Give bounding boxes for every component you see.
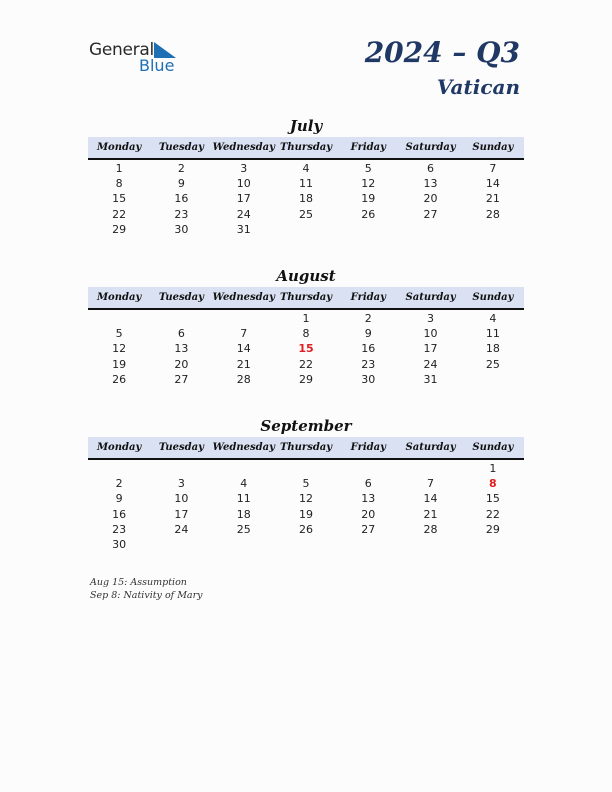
week-row xyxy=(88,491,524,506)
day-cell: 11 xyxy=(298,177,313,191)
day-cell: 16 xyxy=(174,192,189,206)
day-cell: 28 xyxy=(485,207,500,221)
week-row xyxy=(88,176,524,191)
day-cell: 4 xyxy=(302,162,310,175)
day-cell: 24 xyxy=(423,357,438,371)
day-cell xyxy=(275,461,337,476)
day-cell: 26 xyxy=(361,207,376,221)
day-cell: 9 xyxy=(364,327,372,341)
day-cell: 29 xyxy=(112,222,127,236)
day-cell: 22 xyxy=(485,507,500,521)
day-cell xyxy=(399,537,461,552)
day-cell: 21 xyxy=(236,357,251,371)
day-cell: 2 xyxy=(177,162,185,175)
month-name: July xyxy=(289,117,323,135)
day-cell: 4 xyxy=(489,312,497,325)
day-cell: 24 xyxy=(236,207,251,221)
day-cell: 14 xyxy=(423,492,438,506)
weekday-header-row xyxy=(88,137,524,160)
day-cell: 3 xyxy=(240,162,248,175)
day-cell: 15 xyxy=(485,492,500,506)
weekday-label: Friday xyxy=(350,142,386,153)
day-cell: 30 xyxy=(112,537,127,551)
holiday-notes xyxy=(90,576,203,602)
day-cell: 29 xyxy=(298,372,313,386)
week-row xyxy=(88,191,524,206)
day-cell xyxy=(337,461,399,476)
day-cell: 3 xyxy=(177,477,185,491)
day-cell: 8 xyxy=(115,177,123,191)
weekday-label: Thursday xyxy=(279,442,333,453)
day-cell: 31 xyxy=(236,222,251,236)
day-cell: 16 xyxy=(112,507,127,521)
weeks-grid xyxy=(88,160,524,237)
day-cell: 22 xyxy=(298,357,313,371)
day-cell: 10 xyxy=(174,492,189,506)
day-cell xyxy=(213,311,275,326)
day-cell: 10 xyxy=(236,177,251,191)
day-cell: 25 xyxy=(298,207,313,221)
day-cell: 9 xyxy=(115,492,123,506)
weekday-label: Sunday xyxy=(472,292,514,303)
day-cell xyxy=(337,537,399,552)
day-cell: 28 xyxy=(236,372,251,386)
day-cell xyxy=(275,537,337,552)
day-cell xyxy=(462,222,524,237)
day-cell: 13 xyxy=(423,177,438,191)
day-cell: 29 xyxy=(485,522,500,536)
week-row xyxy=(88,222,524,237)
day-cell: 6 xyxy=(177,327,185,341)
day-cell: 18 xyxy=(236,507,251,521)
day-cell: 27 xyxy=(174,372,189,386)
day-cell: 21 xyxy=(423,507,438,521)
holiday-note: Sep 8: Nativity of Mary xyxy=(90,590,203,601)
day-cell: 23 xyxy=(174,207,189,221)
day-cell: 15 xyxy=(112,192,127,206)
day-cell xyxy=(88,311,150,326)
day-cell: 2 xyxy=(115,477,123,491)
day-cell xyxy=(399,222,461,237)
month-name: September xyxy=(260,417,352,435)
weekday-label: Sunday xyxy=(472,142,514,153)
day-cell xyxy=(275,222,337,237)
weekday-label: Monday xyxy=(96,292,142,303)
weekday-label: Saturday xyxy=(405,442,456,453)
logo-general-text: General xyxy=(89,40,154,60)
day-cell xyxy=(150,311,212,326)
weekday-label: Thursday xyxy=(279,292,333,303)
week-row xyxy=(88,326,524,341)
week-row xyxy=(88,372,524,387)
day-cell: 3 xyxy=(427,312,435,325)
day-cell: 14 xyxy=(236,342,251,356)
day-cell: 21 xyxy=(485,192,500,206)
weeks-grid xyxy=(88,460,524,552)
day-cell: 10 xyxy=(423,327,438,341)
day-cell xyxy=(150,537,212,552)
day-cell: 20 xyxy=(361,507,376,521)
day-cell: 7 xyxy=(427,477,435,491)
week-row xyxy=(88,537,524,552)
day-cell: 31 xyxy=(423,372,438,386)
page-title: 2024 – Q3 xyxy=(364,36,520,69)
day-cell: 7 xyxy=(240,327,248,341)
day-cell xyxy=(399,461,461,476)
day-cell: 17 xyxy=(423,342,438,356)
weekday-label: Friday xyxy=(350,292,386,303)
day-cell: 12 xyxy=(298,492,313,506)
day-cell: 5 xyxy=(115,327,123,341)
day-cell: 17 xyxy=(174,507,189,521)
holiday-day-cell: 8 xyxy=(489,477,497,491)
day-cell: 24 xyxy=(174,522,189,536)
day-cell: 26 xyxy=(298,522,313,536)
day-cell: 13 xyxy=(174,342,189,356)
weekday-label: Tuesday xyxy=(158,442,204,453)
day-cell: 5 xyxy=(364,162,372,175)
weekday-label: Friday xyxy=(350,442,386,453)
day-cell: 2 xyxy=(364,312,372,325)
week-row xyxy=(88,461,524,476)
day-cell: 1 xyxy=(302,312,310,325)
week-row xyxy=(88,311,524,326)
day-cell: 1 xyxy=(115,162,123,175)
day-cell: 26 xyxy=(112,372,127,386)
week-row xyxy=(88,341,524,356)
day-cell: 12 xyxy=(112,342,127,356)
weekday-label: Wednesday xyxy=(212,292,275,303)
day-cell: 30 xyxy=(361,372,376,386)
week-row xyxy=(88,476,524,491)
day-cell: 25 xyxy=(236,522,251,536)
holiday-note: Aug 15: Assumption xyxy=(90,577,187,588)
week-row xyxy=(88,207,524,222)
day-cell: 6 xyxy=(364,477,372,491)
month-calendar-september xyxy=(88,416,524,552)
day-cell: 23 xyxy=(112,522,127,536)
day-cell: 4 xyxy=(240,477,248,491)
day-cell: 19 xyxy=(112,357,127,371)
day-cell: 18 xyxy=(298,192,313,206)
weekday-label: Tuesday xyxy=(158,142,204,153)
week-row xyxy=(88,507,524,522)
day-cell xyxy=(462,372,524,387)
day-cell xyxy=(213,537,275,552)
day-cell: 27 xyxy=(423,207,438,221)
day-cell: 9 xyxy=(177,177,185,191)
logo-blue-text: Blue xyxy=(139,56,175,75)
day-cell: 6 xyxy=(427,162,435,175)
day-cell: 19 xyxy=(361,192,376,206)
day-cell: 17 xyxy=(236,192,251,206)
day-cell: 11 xyxy=(485,327,500,341)
day-cell: 13 xyxy=(361,492,376,506)
weekday-label: Sunday xyxy=(472,442,514,453)
day-cell: 30 xyxy=(174,222,189,236)
day-cell: 25 xyxy=(485,357,500,371)
day-cell: 16 xyxy=(361,342,376,356)
day-cell: 14 xyxy=(485,177,500,191)
country-subtitle: Vatican xyxy=(436,75,520,99)
weekday-label: Monday xyxy=(96,142,142,153)
day-cell: 20 xyxy=(423,192,438,206)
holiday-day-cell: 15 xyxy=(298,342,314,356)
day-cell xyxy=(462,537,524,552)
day-cell xyxy=(213,461,275,476)
weekday-label: Wednesday xyxy=(212,142,275,153)
day-cell: 23 xyxy=(361,357,376,371)
weekday-label: Saturday xyxy=(405,142,456,153)
day-cell: 22 xyxy=(112,207,127,221)
day-cell xyxy=(150,461,212,476)
week-row xyxy=(88,522,524,537)
day-cell: 12 xyxy=(361,177,376,191)
weekday-label: Monday xyxy=(96,442,142,453)
day-cell: 7 xyxy=(489,162,497,175)
day-cell: 20 xyxy=(174,357,189,371)
weekday-label: Thursday xyxy=(279,142,333,153)
weekday-label: Tuesday xyxy=(158,292,204,303)
day-cell xyxy=(337,222,399,237)
day-cell: 18 xyxy=(485,342,500,356)
weeks-grid xyxy=(88,310,524,387)
day-cell: 27 xyxy=(361,522,376,536)
month-calendar-july xyxy=(88,116,524,237)
weekday-header-row xyxy=(88,437,524,460)
weekday-label: Wednesday xyxy=(212,442,275,453)
weekday-label: Saturday xyxy=(405,292,456,303)
day-cell xyxy=(88,461,150,476)
day-cell: 19 xyxy=(298,507,313,521)
day-cell: 11 xyxy=(236,492,251,506)
generalblue-logo xyxy=(89,40,189,76)
day-cell: 1 xyxy=(489,462,497,475)
week-row xyxy=(88,357,524,372)
month-calendar-august xyxy=(88,266,524,387)
month-name: August xyxy=(276,267,336,285)
day-cell: 8 xyxy=(302,327,310,341)
weekday-header-row xyxy=(88,287,524,310)
day-cell: 5 xyxy=(302,477,310,491)
day-cell: 28 xyxy=(423,522,438,536)
week-row xyxy=(88,161,524,176)
